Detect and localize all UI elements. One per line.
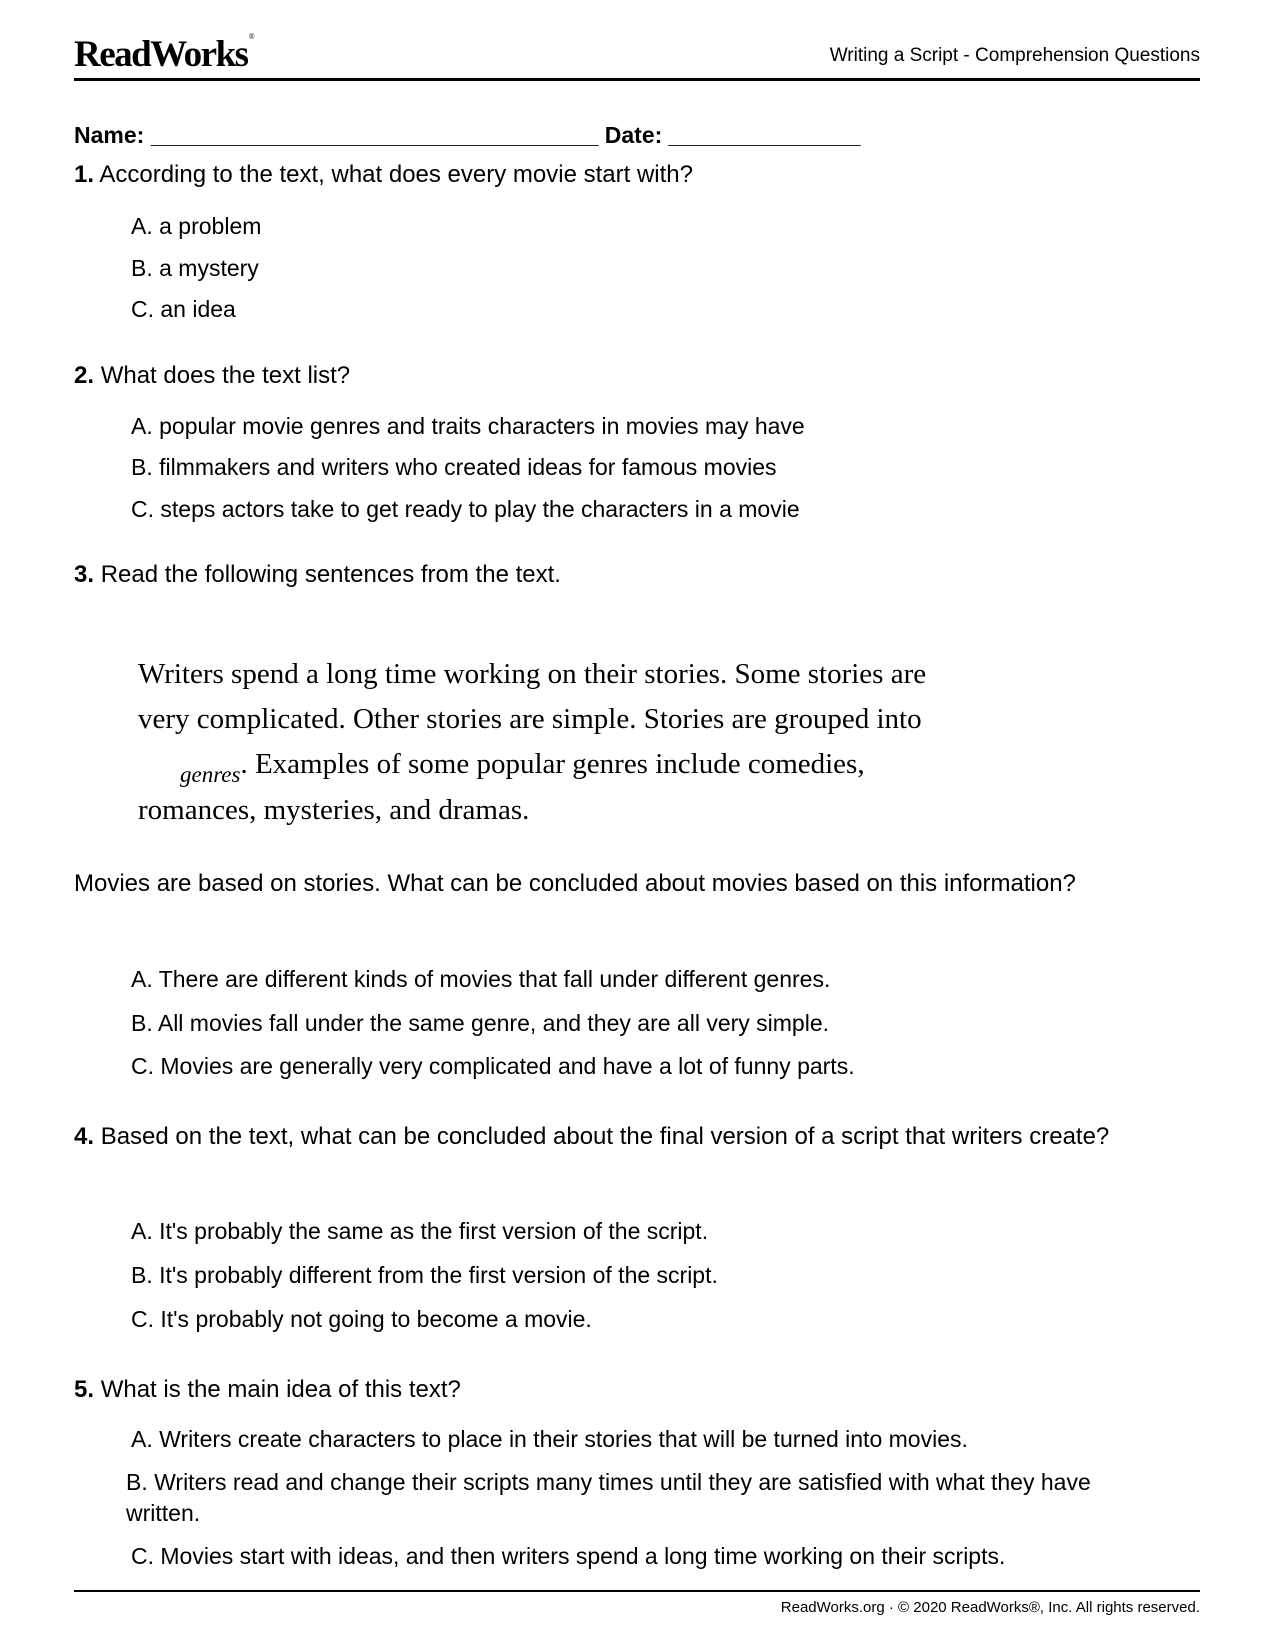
q4-option-c: C. It's probably not going to become a movie.: [131, 1306, 592, 1332]
question-3: [74, 555, 1204, 595]
header-divider: [74, 78, 1200, 81]
q5-option-b: B. Writers read and change their scripts many times until they are satisfied with what they have written.: [126, 1469, 1091, 1526]
q1-option-b: B. a mystery: [131, 255, 259, 281]
q4-option-a: A. It's probably the same as the first version of the script.: [131, 1218, 709, 1244]
q2-option-c: C. steps actors take to get ready to play the characters in a movie: [131, 496, 800, 522]
excerpt-before: Writers spend a long time working on their stories. Some stories are very complicated. Other stories are simple. Stories are grouped into: [138, 658, 927, 735]
q3-option-a: A. There are different kinds of movies that fall under different genres.: [131, 966, 831, 992]
question-number: 1.: [74, 161, 95, 188]
name-date-line: Name: ___________________________________ Date: _______________: [74, 122, 861, 148]
q2-option-b: B. filmmakers and writers who created ideas for famous movies: [131, 454, 777, 480]
text-excerpt: [138, 652, 938, 833]
excerpt-after: . Examples of some popular genres include comedies, romances, mysteries, and dramas.: [138, 748, 865, 826]
q5-option-c: C. Movies start with ideas, and then writers spend a long time working on their scripts.: [131, 1543, 1006, 1569]
q4-option-b: B. It's probably different from the first version of the script.: [131, 1262, 718, 1288]
question-number: 2.: [74, 362, 95, 389]
q5-option-a: A. Writers create characters to place in their stories that will be turned into movies.: [131, 1426, 968, 1452]
q1-option-a: A. a problem: [131, 213, 262, 239]
q2-option-a: A. popular movie genres and traits characters in movies may have: [131, 413, 805, 439]
question-number: 5.: [74, 1376, 95, 1403]
question-number: 3.: [74, 561, 95, 588]
q3-option-b: B. All movies fall under the same genre, and they are all very simple.: [131, 1010, 830, 1036]
question-text: Based on the text, what can be concluded about the final version of a script that writers create?: [100, 1123, 1110, 1150]
registered-mark: ®: [248, 31, 254, 41]
q3-option-c: C. Movies are generally very complicated and have a lot of funny parts.: [131, 1053, 855, 1079]
question-4: [74, 1117, 1204, 1157]
logo-text: ReadWorks: [74, 34, 248, 75]
q1-option-c: C. an idea: [131, 296, 236, 322]
question-text: What is the main idea of this text?: [100, 1376, 461, 1403]
question-3-followup: Movies are based on stories. What can be concluded about movies based on this information?: [74, 870, 1076, 897]
question-number: 4.: [74, 1123, 95, 1150]
question-5: [74, 1370, 1204, 1410]
question-text: What does the text list?: [100, 362, 351, 389]
question-text: Read the following sentences from the text.: [100, 561, 561, 588]
document-title: Writing a Script - Comprehension Questions: [829, 45, 1200, 66]
question-text: According to the text, what does every movie start with?: [99, 161, 693, 188]
question-1: [74, 155, 1204, 195]
copyright-footer: ReadWorks.org · © 2020 ReadWorks®, Inc. All rights reserved.: [780, 1599, 1200, 1616]
excerpt-vocab-word: genres: [180, 762, 241, 787]
footer-divider: [74, 1590, 1200, 1592]
question-2: [74, 356, 1204, 396]
readworks-logo: [74, 31, 254, 75]
